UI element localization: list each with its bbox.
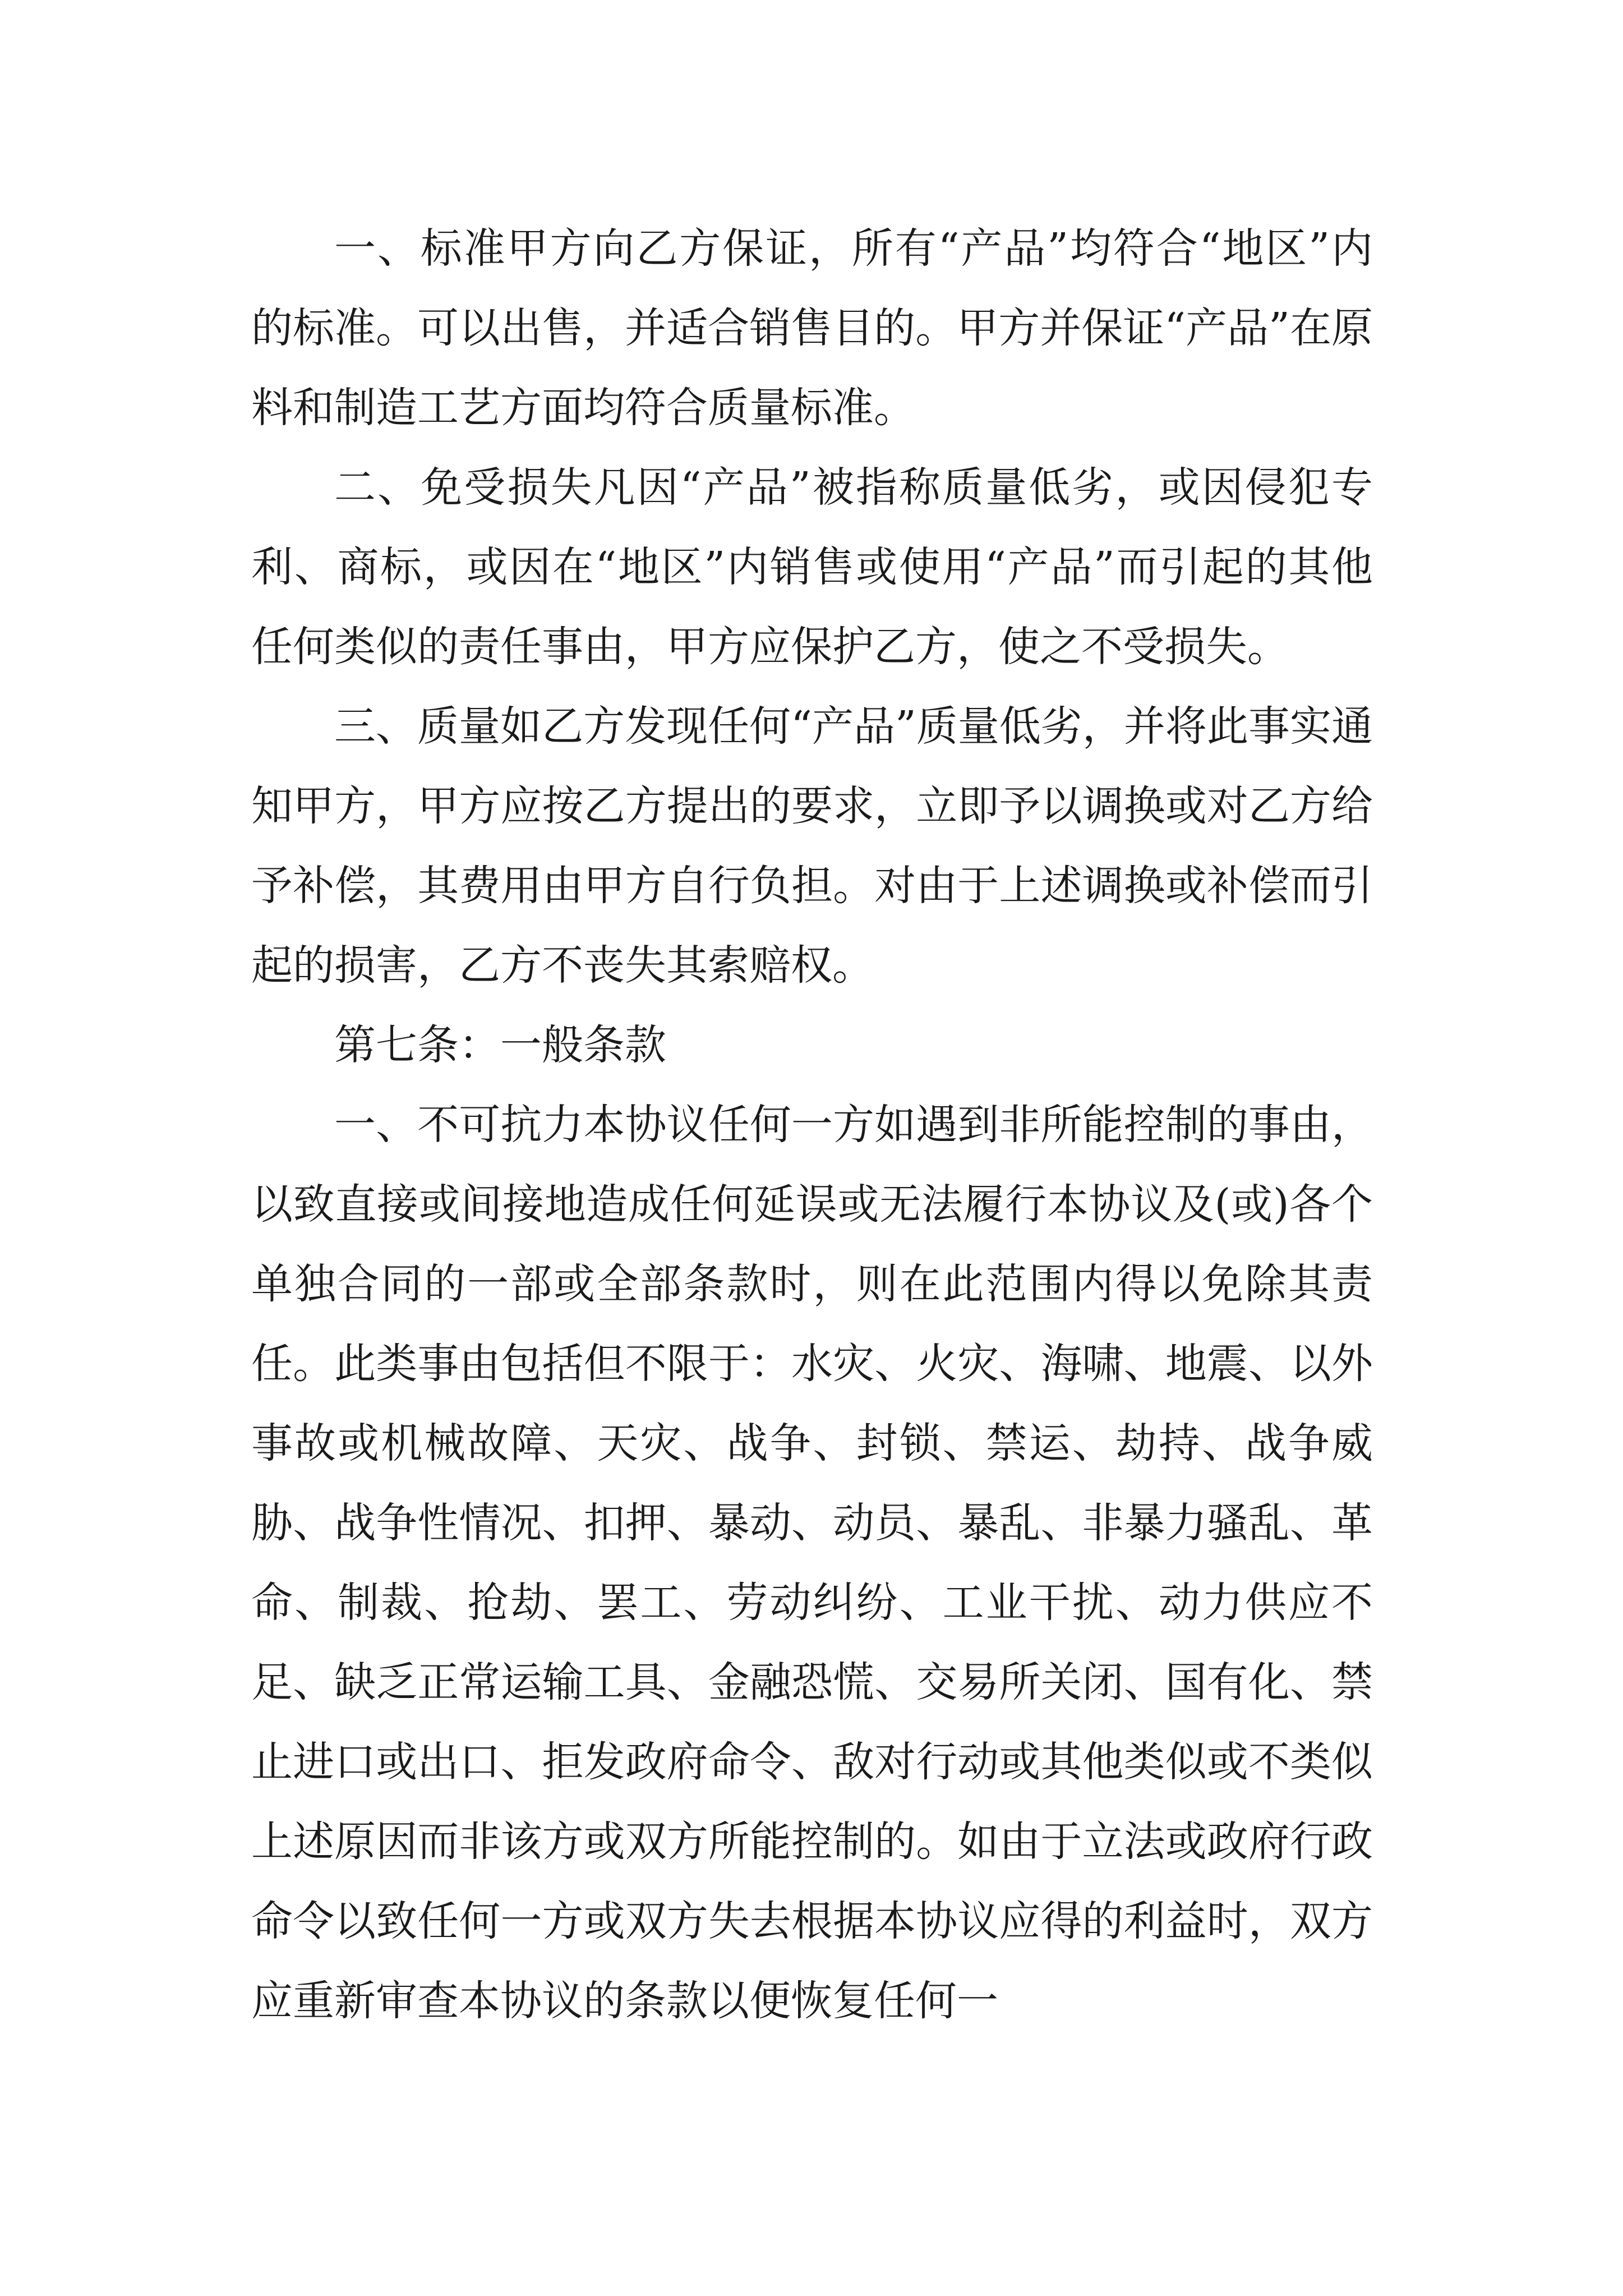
clause-indemnity-paragraph: 二、免受损失凡因“产品”被指称质量低劣，或因侵犯专利、商标，或因在“地区”内销售或使用“产品”而引起的其他任何类似的责任事由，甲方应保护乙方，使之不受损失。 [251, 463, 1373, 671]
clause-force-majeure-paragraph: 一、不可抗力本协议任何一方如遇到非所能控制的事由，以致直接或间接地造成任何延误或无法履行本协议及(或)各个单独合同的一部或全部条款时，则在此范围内得以免除其责任。此类事由包括但不限于：水灾、火灾、海啸、地震、以外事故或机械故障、天灾、战争、封锁、禁运、劫持、战争威胁、战争性情况、扣押、暴动、动员、暴乱、非暴力骚乱、革命、制裁、抢劫、罢工、劳动纠纷、工业干扰、动力供应不足、缺乏正常运输工具、金融恐慌、交易所关闭、国有化、禁止进口或出口、拒发政府命令、敌对行动或其他类似或不类似上述原因而非该方或双方所能控制的。如由于立法或政府行政命令以致任何一方或双方失去根据本协议应得的利益时，双方应重新审查本协议的条款以便恢复任何一 [251, 1101, 1373, 2025]
document-body [251, 209, 1373, 2041]
article-seven-heading: 第七条：一般条款 [334, 1021, 666, 1069]
clause-standard-paragraph: 一、标准甲方向乙方保证，所有“产品”均符合“地区”内的标准。可以出售，并适合销售目的。甲方并保证“产品”在原料和制造工艺方面均符合质量标准。 [251, 224, 1373, 432]
clause-quality-paragraph: 三、质量如乙方发现任何“产品”质量低劣，并将此事实通知甲方，甲方应按乙方提出的要求，立即予以调换或对乙方给予补偿，其费用由甲方自行负担。对由于上述调换或补偿而引起的损害，乙方不丧失其索赔权。 [251, 702, 1373, 990]
